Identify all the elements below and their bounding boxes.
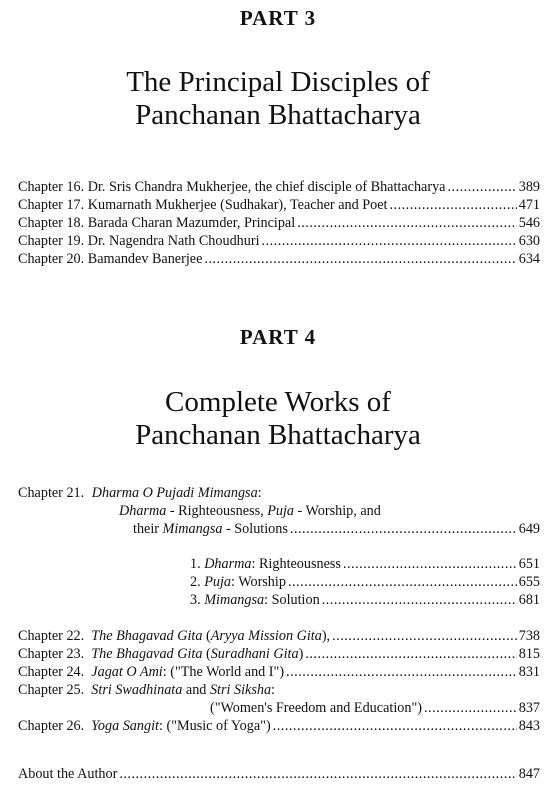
toc-entry-chapter-16[interactable] [18,179,540,196]
toc-entry-page: 681 [518,592,540,608]
chapter-title-text: ) [298,646,304,662]
part-4-heading: PART 4 [239,325,317,349]
dot-leader [204,251,516,268]
toc-entry-chapter-20[interactable] [18,251,540,268]
dot-leader [286,664,517,681]
toc-entry-label: Chapter 19. Dr. Nagendra Nath Choudhuri [18,233,260,249]
item-text: : Worship [230,574,286,590]
item-text: : Solution [264,592,320,608]
toc-entry-chapter-22[interactable] [18,628,540,645]
chapter-title-text: : ("The World and I") [162,664,285,680]
toc-entry-page: 738 [518,628,540,644]
dot-leader [297,215,517,232]
toc-entry-chapter-24[interactable] [18,664,540,681]
toc-entry-label: ("Women's Freedom and Education") [210,700,422,716]
chapter-title-text: : [271,682,275,698]
toc-entry-label [190,556,341,573]
part-3-title-line-1: The Principal Disciples of [126,66,430,98]
toc-entry-page: 815 [518,646,540,662]
toc-entry-label: About the Author [18,766,118,782]
chapter-number: Chapter 21. [18,485,85,501]
toc-entry-page: 651 [518,556,540,572]
subtitle-text: - Worship, and [293,503,381,519]
toc-entry-label [18,646,303,663]
toc-entry-label: Chapter 20. Bamandev Banerjee [18,251,203,267]
toc-subentry-dharma[interactable] [190,556,540,573]
chapter-21-subtitle-line-1 [119,503,381,520]
subtitle-text: their [133,521,163,537]
chapter-title: The Bhagavad Gita [91,646,203,662]
chapter-title-text: ( [202,646,211,662]
chapter-title: Stri Swadhinata [91,682,183,698]
toc-entry-page: 471 [518,197,540,213]
chapter-title-text: ), [321,628,331,644]
subtitle-term: Mimangsa [162,521,223,537]
chapter-number: Chapter 22. [18,628,85,644]
toc-entry-chapter-21[interactable] [133,521,540,538]
chapter-title: The Bhagavad Gita [91,628,203,644]
dot-leader [262,233,517,250]
chapter-title: Dharma O Pujadi Mimangsa [91,485,258,501]
chapter-number: Chapter 26. [18,718,85,734]
toc-entry-chapter-21-title[interactable] [18,485,262,502]
dot-leader [305,646,516,663]
toc-entry-label: Chapter 16. Dr. Sris Chandra Mukherjee, the chief disciple of Bhattacharya [18,179,446,195]
chapter-title: Jagat O Ami [91,664,163,680]
dot-leader [273,718,517,735]
part-3-heading: PART 3 [239,6,317,30]
toc-entry-page: 837 [518,700,540,716]
toc-subentry-mimangsa[interactable] [190,592,540,609]
dot-leader [119,766,516,783]
chapter-title-colon: : [257,485,262,501]
toc-entry-page: 630 [518,233,540,249]
toc-entry-page: 831 [518,664,540,680]
item-number: 3. [190,592,201,608]
toc-entry-page: 634 [518,251,540,267]
dot-leader [447,179,516,196]
dot-leader [290,521,517,538]
toc-entry-page: 389 [518,179,540,195]
toc-entry-page: 649 [518,521,540,537]
item-number: 1. [190,556,201,572]
item-term: Mimangsa [204,592,265,608]
toc-entry-chapter-19[interactable] [18,233,540,250]
toc-entry-label [190,574,286,591]
toc-entry-chapter-26[interactable] [18,718,540,735]
toc-entry-chapter-25[interactable] [210,700,540,717]
item-term: Dharma [204,556,252,572]
item-number: 2. [190,574,201,590]
toc-entry-chapter-18[interactable] [18,215,540,232]
toc-entry-chapter-25-title[interactable] [18,682,275,699]
toc-entry-page: 847 [518,766,540,782]
chapter-title: Yoga Sangit [91,718,159,734]
subtitle-text: - Righteousness, [166,503,268,519]
toc-subentry-puja[interactable] [190,574,540,591]
dot-leader [424,700,517,717]
toc-entry-label [190,592,320,609]
dot-leader [288,574,517,591]
item-text: : Righteousness [251,556,341,572]
toc-entry-about-the-author[interactable] [18,766,540,783]
chapter-title-text: ( [202,628,211,644]
part-4-title-line-1: Complete Works of [165,386,391,418]
subtitle-text: - Solutions [222,521,288,537]
chapter-title-text: : ("Music of Yoga") [158,718,271,734]
chapter-title: Suradhani Gita [210,646,299,662]
part-3-title-line-2: Panchanan Bhattacharya [135,99,421,131]
subtitle-term: Dharma [119,503,167,519]
dot-leader [343,556,517,573]
subtitle-term: Puja [267,503,294,519]
part-4-title-line-2: Panchanan Bhattacharya [135,419,421,451]
toc-entry-chapter-17[interactable] [18,197,540,214]
toc-entry-chapter-23[interactable] [18,646,540,663]
chapter-title: Stri Siksha [209,682,272,698]
item-term: Puja [204,574,231,590]
dot-leader [389,197,516,214]
dot-leader [332,628,517,645]
toc-entry-label [18,664,284,681]
toc-entry-label [133,521,288,538]
dot-leader [322,592,517,609]
chapter-title-text: and [182,682,210,698]
toc-entry-label [18,718,271,735]
chapter-number: Chapter 25. [18,682,85,698]
toc-entry-page: 843 [518,718,540,734]
chapter-number: Chapter 24. [18,664,85,680]
toc-entry-page: 655 [518,574,540,590]
toc-entry-label [18,628,330,645]
chapter-number: Chapter 23. [18,646,85,662]
toc-entry-label: Chapter 18. Barada Charan Mazumder, Principal [18,215,296,231]
toc-entry-page: 546 [518,215,540,231]
chapter-title: Aryya Mission Gita [210,628,322,644]
toc-entry-label: Chapter 17. Kumarnath Mukherjee (Sudhakar), Teacher and Poet [18,197,388,213]
